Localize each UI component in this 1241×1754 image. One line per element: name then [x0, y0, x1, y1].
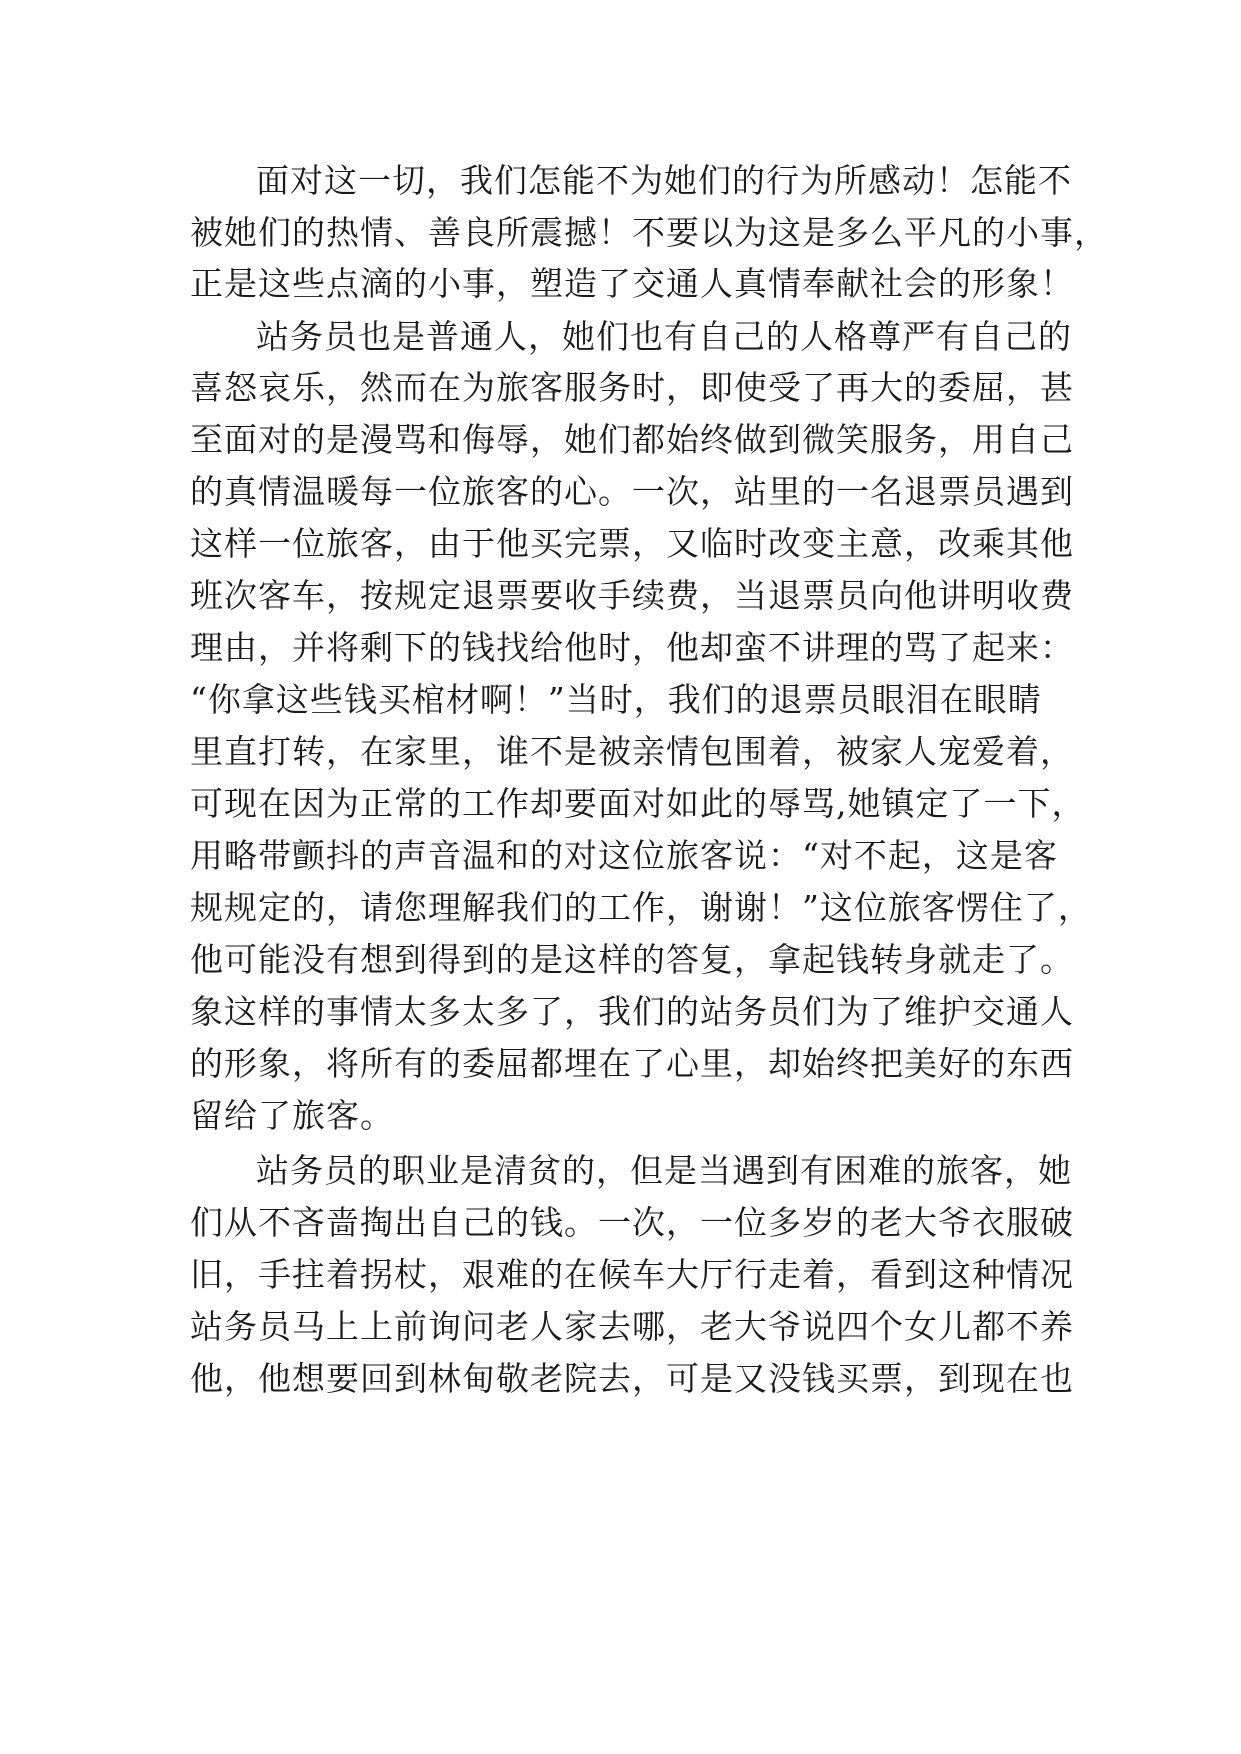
paragraph-2-line-8: “你拿这些钱买棺材啊！”当时，我们的退票员眼泪在眼睛 [190, 680, 1042, 719]
paragraph-3-line-2: 们从不吝啬掏出自己的钱。一次，一位多岁的老大爷衣服破 [190, 1203, 1074, 1242]
paragraph-2-line-12: 规规定的，请您理解我们的工作，谢谢！”这位旅客愣住了， [190, 888, 1092, 927]
paragraph-3-line-5: 他，他想要回到林甸敬老院去，可是又没钱买票，到现在也 [190, 1359, 1074, 1398]
paragraph-2-line-16: 留给了旅客。 [190, 1096, 394, 1135]
paragraph-1-line-1: 面对这一切，我们怎能不为她们的行为所感动！怎能不 [256, 161, 1072, 200]
paragraph-2-line-9: 里直打转，在家里，谁不是被亲情包围着，被家人宠爱着， [190, 732, 1074, 771]
paragraph-2-line-2: 喜怒哀乐，然而在为旅客服务时，即使受了再大的委屈，甚 [190, 368, 1074, 407]
paragraph-2-line-10: 可现在因为正常的工作却要面对如此的辱骂,她镇定了一下， [190, 784, 1086, 823]
paragraph-3-line-1: 站务员的职业是清贫的，但是当遇到有困难的旅客，她 [256, 1151, 1072, 1190]
paragraph-2-line-15: 的形象，将所有的委屈都埋在了心里，却始终把美好的东西 [190, 1044, 1074, 1083]
paragraph-1-line-2: 被她们的热情、善良所震撼！不要以为这是多么平凡的小事， [190, 213, 1108, 252]
paragraph-2-line-4: 的真情温暖每一位旅客的心。一次，站里的一名退票员遇到 [190, 472, 1074, 511]
paragraph-2-line-1: 站务员也是普通人，她们也有自己的人格尊严有自己的 [256, 317, 1072, 356]
paragraph-2-line-13: 他可能没有想到得到的是这样的答复，拿起钱转身就走了。 [190, 940, 1074, 979]
paragraph-2-line-7: 理由，并将剩下的钱找给他时，他却蛮不讲理的骂了起来： [190, 628, 1074, 667]
paragraph-3-line-3: 旧，手拄着拐杖，艰难的在候车大厅行走着，看到这种情况 [190, 1255, 1074, 1294]
paragraph-2-line-3: 至面对的是漫骂和侮辱，她们都始终做到微笑服务，用自己 [190, 420, 1074, 459]
paragraph-2-line-5: 这样一位旅客，由于他买完票，又临时改变主意，改乘其他 [190, 524, 1074, 563]
paragraph-3-line-4: 站务员马上上前询问老人家去哪，老大爷说四个女儿都不养 [190, 1307, 1074, 1346]
paragraph-2-line-6: 班次客车，按规定退票要收手续费，当退票员向他讲明收费 [190, 576, 1074, 615]
paragraph-2-line-14: 象这样的事情太多太多了，我们的站务员们为了维护交通人 [190, 992, 1074, 1031]
paragraph-2-line-11: 用略带颤抖的声音温和的对这位旅客说：“对不起，这是客 [190, 836, 1058, 875]
paragraph-1-line-3: 正是这些点滴的小事，塑造了交通人真情奉献社会的形象！ [190, 264, 1074, 303]
